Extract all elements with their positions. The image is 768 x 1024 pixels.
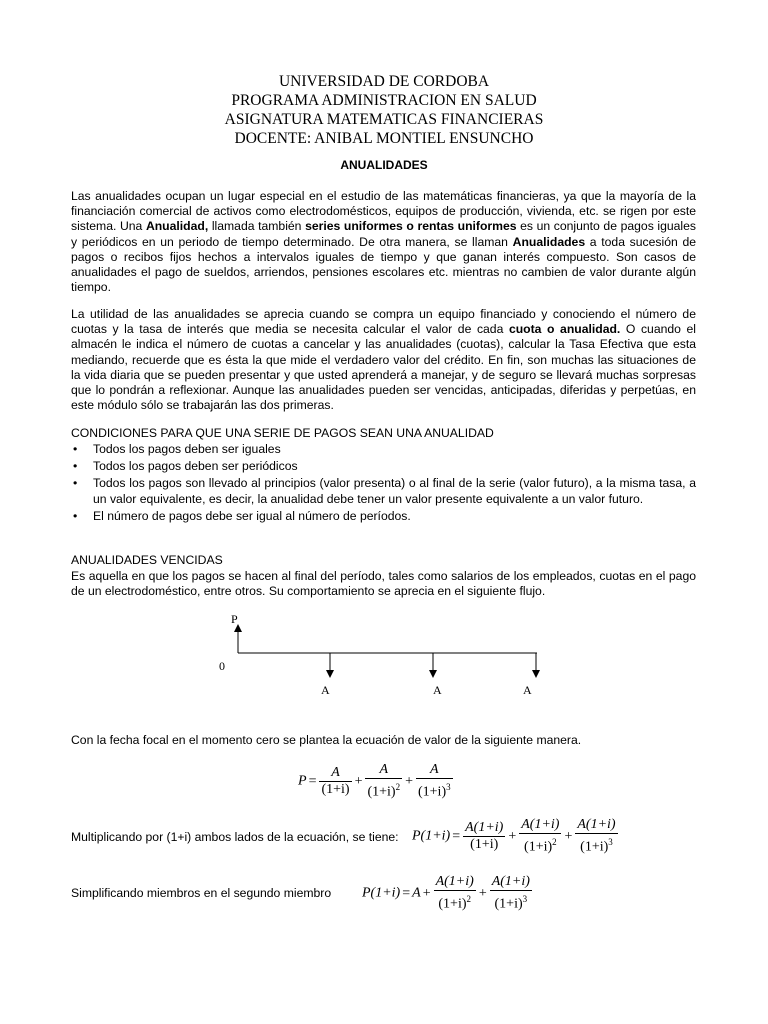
vencidas-paragraph: Es aquella en que los pagos se hacen al final del período, tales como salarios de los empleados, cuotas en el pago de un electrodoméstico, entre otros. Su comportamiento se aprecia en el siguiente flujo.: [71, 569, 696, 599]
conditions-list: [71, 442, 696, 526]
list-item: • Todos los pagos son llevado al principios (valor presenta) o al final de la serie (valor futuro), a la misma tasa, a un valor equivalente, es decir, la anualidad debe tener un valor presente equivalente a un valor futuro.: [71, 476, 696, 506]
simplify-text: Simplificando miembros en el segundo miembro: [71, 886, 332, 900]
focal-text: Con la fecha focal en el momento cero se plantea la ecuación de valor de la siguiente manera.: [71, 733, 582, 747]
zero-label: 0: [219, 659, 225, 673]
multiply-text: Multiplicando por (1+i) ambos lados de la ecuación, se tiene:: [71, 830, 399, 844]
payment-arrowhead-3: [532, 670, 540, 678]
a-label: A: [523, 683, 532, 697]
equation-simplified: P(1+i) = A + $\frac{A(1+i)}{(1+i)^2}$ + $\frac{A(1+i)}{(1+i)^3}$: [362, 874, 530, 912]
a-label: A: [321, 683, 330, 697]
vencidas-heading: ANUALIDADES VENCIDAS: [71, 553, 223, 567]
header-university: UNIVERSIDAD DE CORDOBA: [278, 73, 490, 90]
equation-multiplied: P(1+i) = $\frac{A(1+i)}{(1+i)}$ + $\frac{A(1+i)}{(1+i)^2}$ + $\frac{A(1+i)}{(1+i)^3}$: [412, 817, 616, 855]
conditions-heading: CONDICIONES PARA QUE UNA SERIE DE PAGOS SEAN UNA ANUALIDAD: [71, 426, 494, 440]
page-title: ANUALIDADES: [340, 158, 428, 172]
header-program: PROGRAMA ADMINISTRACION EN SALUD: [231, 92, 537, 109]
intro-paragraph: Las anualidades ocupan un lugar especial en el estudio de las matemáticas financieras, ya que la mayoría de la financiación comercial de activos como electrodomésticos, equipos de producción, vivienda, etc. se rigen por este sistema. Una Anualidad, llamada también series uniformes o rentas uniformes es un conjunto de pagos iguales y periódicos en un periodo de tiempo determinado. De otra manera, se llaman Anualidades a toda sucesión de pagos o recibos fijos hechos a intervalos iguales de tiempo y que ganan interés compuesto. Son casos de anualidades el pago de sueldos, arriendos, pensiones escolares etc. mientras no cambien de valor durante algún tiempo.: [71, 189, 697, 295]
cash-flow-svg: [210, 608, 550, 698]
payment-arrowhead-2: [429, 670, 437, 678]
header-teacher: DOCENTE: ANIBAL MONTIEL ENSUNCHO: [234, 130, 534, 147]
cash-flow-diagram: [210, 608, 550, 698]
payment-arrowhead-1: [326, 670, 334, 678]
utility-paragraph: La utilidad de las anualidades se aprecia cuando se compra un equipo financiado y conociendo el número de cuotas y la tasa de interés que media se necesita calcular el valor de cada cuota o anualidad. O cuando el almacén le indica el número de cuotas a cancelar y las anualidades (cuotas), calcular la Tasa Efectiva que esta mediando, recuerde que es ésta la que mide el verdadero valor del crédito. En fin, son muchas las situaciones de la vida diaria que se pueden presentar y que usted aprenderá a manejar, y de seguro se llevará muchas sorpresas que lo pondrán a reflexionar. Aunque las anualidades pueden ser vencidas, anticipadas, diferidas y perpetúas, en este módulo sólo se trabajarán las dos primeras.: [71, 307, 696, 413]
header-subject: ASIGNATURA MATEMATICAS FINANCIERAS: [224, 111, 544, 128]
list-item: • Todos los pagos deben ser periódicos: [71, 459, 696, 474]
p-label: P: [231, 612, 238, 626]
list-item: • El número de pagos debe ser igual al número de períodos.: [71, 509, 696, 524]
document-header: [0, 72, 768, 148]
a-label: A: [433, 683, 442, 697]
equation-present-value: P = $\frac{A}{(1+i)}$ + $\frac{A}{(1+i)^2}$ + $\frac{A}{(1+i)^3}$: [298, 762, 451, 800]
list-item: • Todos los pagos deben ser iguales: [71, 442, 696, 457]
